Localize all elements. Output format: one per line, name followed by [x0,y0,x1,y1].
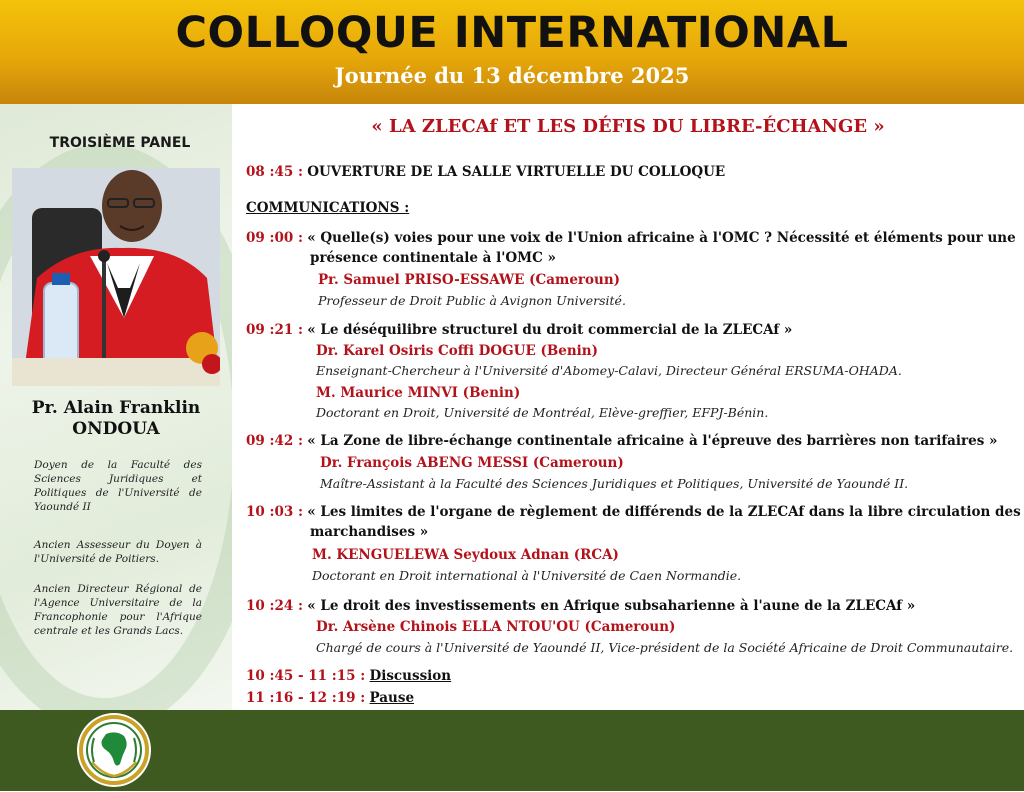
african-union-emblem-icon [76,712,152,788]
talk-4-time: 10 :03 : [246,504,303,520]
discussion-label: Discussion [369,668,452,684]
speaker-name [0,398,232,440]
talk-4-title [246,502,1021,522]
talk-3-title [246,431,997,451]
speaker-name-line1: Pr. Alain Franklin [31,398,201,418]
talk-3-time: 09 :42 : [246,433,303,449]
talk-2-affiliation-2: Doctorant en Droit, Université de Montréal, Elève-greffier, EFPJ-Bénin. [316,405,769,420]
talk-2-speaker-1: Dr. Karel Osiris Coffi DOGUE (Benin) [316,343,598,359]
discussion-time: 10 :45 - 11 :15 : [246,668,366,684]
speaker-portrait [12,168,220,386]
opening-time: 08 :45 : [246,164,303,180]
talk-5-affiliation-1: Chargé de cours à l'Université de Yaoundé II, Vice-président de la Société Africaine de Droit Communautaire. [316,640,1014,655]
talk-4-title-line2: marchandises » [310,524,429,540]
speaker-bio-1: Doyen de la Faculté des Sciences Juridiques et Politiques de l'Université de Yaoundé II [34,459,202,513]
talk-2-title-line1: « Le déséquilibre structurel du droit commercial de la ZLECAf » [307,322,793,338]
talk-5-speaker-1: Dr. Arsène Chinois ELLA NTOU'OU (Cameroun) [316,619,676,635]
talk-1-title-line1: « Quelle(s) voies pour une voix de l'Union africaine à l'OMC ? Nécessité et éléments pour une [307,230,1016,246]
talk-2-speaker-2: M. Maurice MINVI (Benin) [316,385,521,401]
talk-3-affiliation-1: Maître-Assistant à la Faculté des Sciences Juridiques et Politiques, Université de Yaoundé II. [320,476,909,491]
portrait-illustration [12,168,220,386]
talk-1-title-line2: présence continentale à l'OMC » [310,250,556,266]
panel-label: TROISIÈME PANEL [49,135,191,151]
pause-line [246,688,414,708]
talk-1-speaker-1: Pr. Samuel PRISO-ESSAWE (Cameroun) [318,272,621,288]
talk-5-title-line1: « Le droit des investissements en Afrique subsaharienne à l'aune de la ZLECAf » [307,598,916,614]
talk-4-affiliation-1: Doctorant en Droit international à l'Université de Caen Normandie. [312,568,742,583]
opening-text: OUVERTURE DE LA SALLE VIRTUELLE DU COLLOQUE [307,164,726,180]
talk-2-affiliation-1: Enseignant-Chercheur à l'Université d'Abomey-Calavi, Directeur Général ERSUMA-OHADA. [316,363,902,378]
speaker-bio-2: Ancien Assesseur du Doyen à l'Université de Poitiers. [34,539,202,565]
talk-1-affiliation-1: Professeur de Droit Public à Avignon Université. [318,293,626,308]
program-section [232,104,1024,710]
talk-5-title [246,596,915,616]
talk-5-time: 10 :24 : [246,598,303,614]
talk-3-title-line1: « La Zone de libre-échange continentale africaine à l'épreuve des barrières non tarifaires » [307,433,998,449]
speaker-bio-3: Ancien Directeur Régional de l'Agence Universitaire de la Francophonie pour l'Afrique centrale et les Grands Lacs. [34,583,202,637]
talk-1-time: 09 :00 : [246,230,303,246]
talk-2-time: 09 :21 : [246,322,303,338]
footer-bar [0,710,1024,791]
program-title: « LA ZLECAf ET LES DÉFIS DU LIBRE-ÉCHANGE » [371,116,885,137]
header-banner [0,0,1024,104]
event-date: Journée du 13 décembre 2025 [334,63,690,88]
talk-1-title [246,228,1016,248]
opening-line [246,162,725,182]
speaker-sidebar [0,104,232,710]
speaker-name-line2: ONDOUA [72,419,160,439]
event-title: COLLOQUE INTERNATIONAL [175,8,849,58]
talk-3-speaker-1: Dr. François ABENG MESSI (Cameroun) [320,455,624,471]
pause-time: 11 :16 - 12 :19 : [246,690,366,706]
discussion-line [246,666,451,686]
pause-label: Pause [369,690,415,706]
communications-label: COMMUNICATIONS : [246,200,410,216]
talk-4-title-line1: « Les limites de l'organe de règlement de différends de la ZLECAf dans la libre circulation des [307,504,1021,520]
talk-2-title [246,320,792,340]
talk-4-speaker-1: M. KENGUELEWA Seydoux Adnan (RCA) [312,547,619,563]
